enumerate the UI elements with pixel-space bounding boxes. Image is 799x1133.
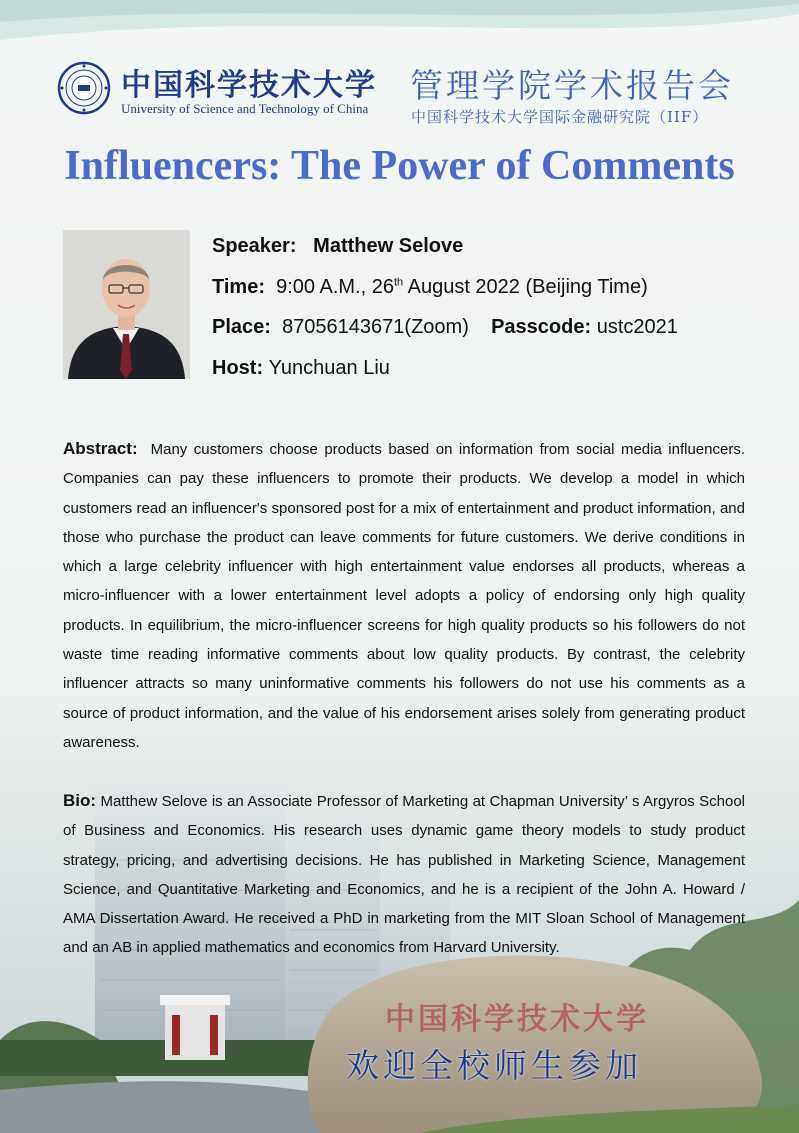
time-label: Time: (212, 276, 265, 298)
university-name-cn: 中国科学技术大学 (121, 68, 377, 103)
time-value-pre: 9:00 A.M., 26 (276, 276, 394, 298)
speaker-photo (63, 230, 190, 379)
welcome-banner: 欢迎全校师生参加 (346, 1046, 642, 1085)
time-value-post: August 2022 (Beijing Time) (403, 276, 648, 298)
host-name: Yunchuan Liu (268, 357, 390, 379)
bio-text: Matthew Selove is an Associate Professor of Marketing at Chapman University’ s Argyros School of Business and Economics. His research uses dynamic game theory models to study product strategy, pricing, and advertising decisions. He has published in Marketing Science, Management Science, and Quantitative Marketing and Economics, and he is a recipient of the John A. Howard / AMA Dissertation Award. He received a PhD in marketing from the MIT Sloan School of Management and an AB in applied mathematics and economics from Harvard University. (63, 793, 745, 957)
host-label: Host: (212, 357, 264, 379)
university-name-en: University of Science and Technology of China (121, 101, 369, 116)
time-value-sup: th (393, 276, 404, 289)
university-seal-logo (57, 61, 111, 115)
place-label: Place: (212, 316, 271, 338)
passcode-label: Passcode: (491, 316, 592, 338)
series-subtitle: 中国科学技术大学国际金融研究院（IIF） (411, 108, 709, 126)
host-line (212, 357, 390, 380)
top-wave-decoration (0, 0, 799, 60)
abstract-text: Many customers choose products based on information from social media influencers. Companies can pay these influencers to promote their products. We develop a model in which customers read an influencer's sponsored post for a mix of entertainment and product information, and those who purchase the product can leave comments for future customers. We derive conditions in which a large celebrity influencer with high entertainment value endorses all products, whereas a micro-influencer with a lower entertainment level adopts a policy of endorsing only high quality products. In equilibrium, the micro-influencer screens for high quality products so his followers do not waste time reading informative comments about low quality products. By contrast, the celebrity influencer attracts so many uninformative comments his followers do not use his comments as a source of product information, and the value of his endorsement arises solely from generating product awareness. (63, 441, 745, 751)
speaker-label: Speaker: (212, 235, 297, 257)
place-value: 87056143671(Zoom) (282, 316, 469, 338)
rock-inscription: 中国科学技术大学 (385, 1002, 649, 1037)
abstract-paragraph (63, 434, 745, 757)
series-title: 管理学院学术报告会 (410, 66, 734, 105)
speaker-name: Matthew Selove (313, 235, 464, 257)
place-line (212, 316, 678, 339)
abstract-label: Abstract: (63, 439, 138, 458)
bio-paragraph (63, 786, 745, 963)
speaker-line (212, 235, 463, 258)
speaker-portrait-illustration (63, 230, 190, 379)
time-line (212, 276, 648, 299)
talk-title: Influencers: The Power of Comments (64, 143, 735, 189)
bio-label: Bio: (63, 791, 97, 810)
passcode-value: ustc2021 (596, 316, 678, 338)
